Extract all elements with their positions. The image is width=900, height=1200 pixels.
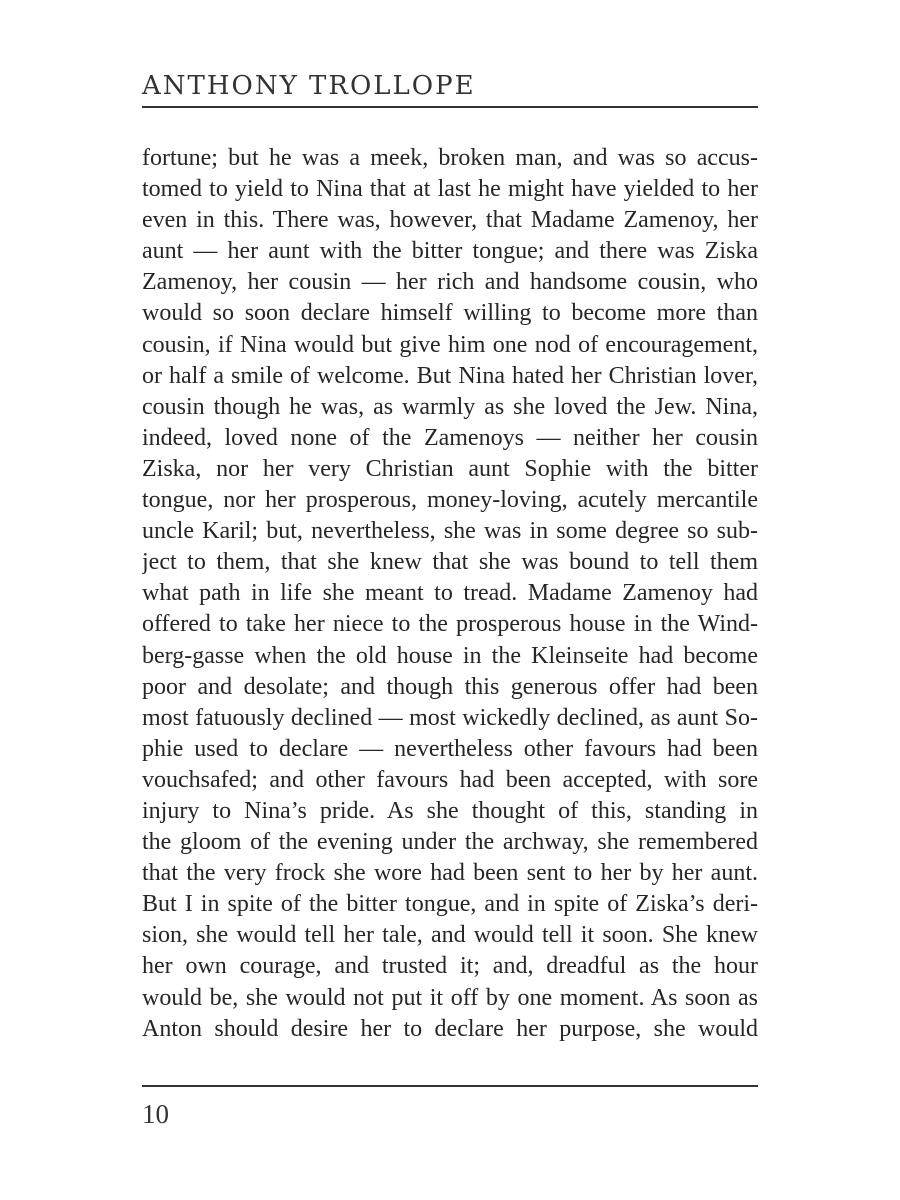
text-line: Zamenoy, her cousin — her rich and handsome cousin, who: [142, 269, 758, 296]
text-line: berg-gasse when the old house in the Kleinseite had become: [142, 642, 758, 669]
text-line: ject to them, that she knew that she was bound to tell them: [142, 549, 758, 576]
text-line: that the very frock she wore had been sent to her by her aunt.: [142, 860, 758, 887]
text-line: aunt — her aunt with the bitter tongue; and there was Ziska: [142, 238, 758, 265]
body-text: [142, 143, 758, 1045]
text-line: Anton should desire her to declare her purpose, she would: [142, 1015, 758, 1042]
page-number: 10: [142, 1099, 169, 1129]
text-line: But I in spite of the bitter tongue, and in spite of Ziska’s deri-: [142, 891, 758, 918]
text-line: poor and desolate; and though this generous offer had been: [142, 673, 758, 700]
text-line: phie used to declare — nevertheless other favours had been: [142, 735, 758, 762]
text-line: would be, she would not put it off by one moment. As soon as: [142, 984, 758, 1011]
text-line: Ziska, nor her very Christian aunt Sophie with the bitter: [142, 455, 758, 482]
text-line: what path in life she meant to tread. Madame Zamenoy had: [142, 580, 758, 607]
text-line: most fatuously declined — most wickedly declined, as aunt So-: [142, 704, 758, 731]
text-line: tongue, nor her prosperous, money-loving, acutely mercantile: [142, 487, 758, 514]
text-line: tomed to yield to Nina that at last he might have yielded to her: [142, 176, 758, 203]
header-rule: [142, 106, 758, 108]
text-line: fortune; but he was a meek, broken man, and was so accus-: [142, 145, 758, 171]
text-line: offered to take her niece to the prosperous house in the Wind-: [142, 611, 758, 638]
footer-rule: [142, 1085, 758, 1087]
text-line: even in this. There was, however, that Madame Zamenoy, her: [142, 207, 758, 234]
text-line: cousin, if Nina would but give him one nod of encouragement,: [142, 331, 758, 358]
text-line: uncle Karil; but, nevertheless, she was in some degree so sub-: [142, 518, 758, 545]
text-line: would so soon declare himself willing to become more than: [142, 300, 758, 327]
running-head: ANTHONY TROLLOPE: [142, 71, 476, 101]
text-line: injury to Nina’s pride. As she thought of this, standing in: [142, 797, 758, 824]
text-line: vouchsafed; and other favours had been accepted, with sore: [142, 766, 758, 793]
text-line: or half a smile of welcome. But Nina hated her Christian lover,: [142, 362, 758, 389]
text-line: her own courage, and trusted it; and, dreadful as the hour: [142, 953, 758, 980]
text-line: sion, she would tell her tale, and would tell it soon. She knew: [142, 922, 758, 949]
text-line: the gloom of the evening under the archway, she remembered: [142, 829, 758, 856]
text-line: indeed, loved none of the Zamenoys — neither her cousin: [142, 424, 758, 451]
text-line: cousin though he was, as warmly as she loved the Jew. Nina,: [142, 393, 758, 420]
